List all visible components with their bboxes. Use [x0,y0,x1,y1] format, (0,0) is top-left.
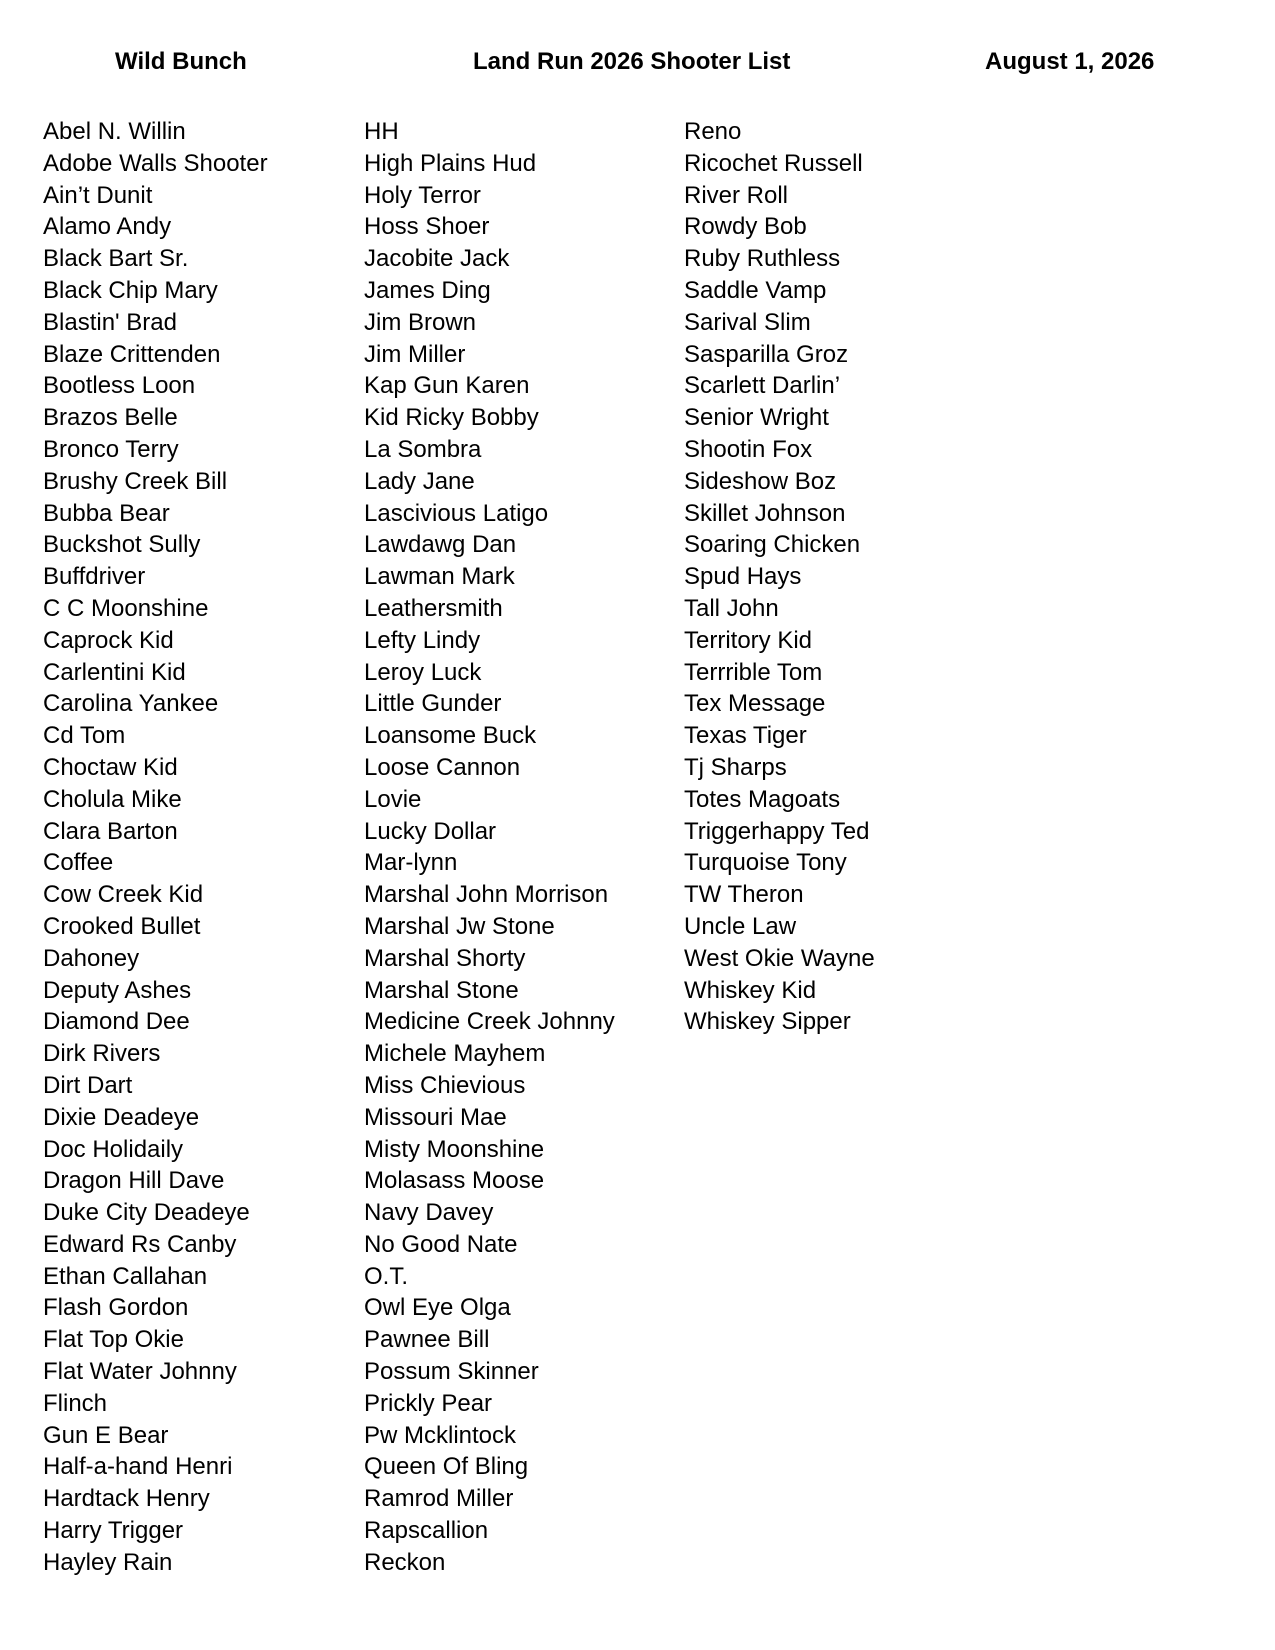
shooter-name: Ethan Callahan [43,1262,208,1290]
shooter-name: Ricochet Russell [684,149,863,177]
shooter-name: Black Bart Sr. [43,245,189,273]
shooter-name: Leathersmith [364,594,503,622]
shooter-name: Half-a-hand Henri [43,1453,233,1481]
shooter-name: Clara Barton [43,817,178,845]
shooter-name: O.T. [364,1262,409,1290]
shooter-name: Lefty Lindy [364,626,481,654]
shooter-name: Lascivious Latigo [364,499,549,527]
shooter-name: Uncle Law [684,912,797,940]
shooter-name: Buckshot Sully [43,531,201,559]
shooter-name: Reckon [364,1548,446,1576]
shooter-name: Black Chip Mary [43,276,218,304]
shooter-name: Shootin Fox [684,435,813,463]
shooter-name: Scarlett Darlin’ [684,372,841,400]
shooter-name: Jacobite Jack [364,245,510,273]
shooter-name: Ain’t Dunit [43,181,153,209]
shooter-name: Deputy Ashes [43,976,192,1004]
shooter-name: Lawdawg Dan [364,531,517,559]
shooter-name: Jim Miller [364,340,466,368]
shooter-name: Jim Brown [364,308,477,336]
shooter-list-column-1 [43,116,268,1579]
shooter-name: Diamond Dee [43,1008,190,1036]
shooter-name: Coffee [43,849,114,877]
shooter-name: Carolina Yankee [43,690,219,718]
shooter-name: Marshal John Morrison [364,881,609,909]
shooter-name: Queen Of Bling [364,1453,529,1481]
shooter-name: Choctaw Kid [43,753,178,781]
shooter-name: Tj Sharps [684,753,787,781]
shooter-name: Texas Tiger [684,722,807,750]
shooter-name: Dragon Hill Dave [43,1167,225,1195]
shooter-name: Spud Hays [684,563,802,591]
shooter-name: Bubba Bear [43,499,170,527]
shooter-name: Navy Davey [364,1199,494,1227]
shooter-name: TW Theron [684,881,804,909]
shooter-name: Reno [684,118,742,145]
shooter-name: Territory Kid [684,626,813,654]
shooter-name: Little Gunder [364,690,502,718]
shooter-name: Flash Gordon [43,1294,189,1322]
shooter-name: Tall John [684,594,779,622]
shooter-name: Saddle Vamp [684,276,827,304]
shooter-name: Brushy Creek Bill [43,467,228,495]
shooter-name: Loose Cannon [364,753,521,781]
shooter-name: Bronco Terry [43,435,179,463]
header-date: August 1, 2026 [985,48,1155,75]
shooter-name: Ramrod Miller [364,1485,514,1513]
shooter-name: Skillet Johnson [684,499,846,527]
shooter-name: Hardtack Henry [43,1485,210,1513]
shooter-name: Blaze Crittenden [43,340,221,368]
shooter-name: Lawman Mark [364,563,515,591]
shooter-name: Cholula Mike [43,785,182,813]
shooter-name: Blastin' Brad [43,308,177,336]
shooter-name: Dahoney [43,944,140,972]
shooter-name: Hoss Shoer [364,213,490,241]
shooter-name: Soaring Chicken [684,531,861,559]
shooter-name: Carlentini Kid [43,658,186,686]
shooter-name: Michele Mayhem [364,1040,546,1068]
shooter-name: Brazos Belle [43,404,178,432]
shooter-name: Flat Top Okie [43,1326,184,1354]
shooter-name: Alamo Andy [43,213,172,241]
shooter-name: Pawnee Bill [364,1326,490,1354]
shooter-name: River Roll [684,181,789,209]
shooter-name: Marshal Shorty [364,944,526,972]
shooter-name: Totes Magoats [684,785,841,813]
shooter-name: Turquoise Tony [684,849,847,877]
shooter-name: Dirk Rivers [43,1040,161,1068]
shooter-name: Sarival Slim [684,308,811,336]
shooter-name: Marshal Jw Stone [364,912,555,940]
shooter-name: Rowdy Bob [684,213,807,241]
shooter-name: Gun E Bear [43,1421,169,1449]
shooter-name: Kap Gun Karen [364,372,530,400]
shooter-name: Flat Water Johnny [43,1358,237,1386]
shooter-name: Lovie [364,785,422,813]
shooter-name: Bootless Loon [43,372,196,400]
shooter-name: Sasparilla Groz [684,340,849,368]
shooter-name: Marshal Stone [364,976,519,1004]
shooter-name: C C Moonshine [43,594,209,622]
shooter-name: Leroy Luck [364,658,482,686]
shooter-name: Tex Message [684,690,826,718]
shooter-name: Edward Rs Canby [43,1230,237,1258]
shooter-name: Molasass Moose [364,1167,545,1195]
shooter-name: Sideshow Boz [684,467,837,495]
shooter-name: Lucky Dollar [364,817,497,845]
shooter-name: Abel N. Willin [43,118,186,145]
shooter-name: La Sombra [364,435,482,463]
shooter-name: HH [364,118,399,145]
shooter-name: Caprock Kid [43,626,174,654]
shooter-name: Crooked Bullet [43,912,201,940]
shooter-name: Dixie Deadeye [43,1103,200,1131]
shooter-name: Holy Terror [364,181,481,209]
shooter-name: James Ding [364,276,491,304]
shooter-name: West Okie Wayne [684,944,875,972]
shooter-name: Loansome Buck [364,722,537,750]
shooter-name: Doc Holidaily [43,1135,184,1163]
shooter-name: Mar-lynn [364,849,458,877]
shooter-name: Cow Creek Kid [43,881,204,909]
shooter-name: Buffdriver [43,563,146,591]
shooter-name: Lady Jane [364,467,475,495]
shooter-name: Missouri Mae [364,1103,507,1131]
shooter-name: Ruby Ruthless [684,245,841,273]
shooter-name: Prickly Pear [364,1389,493,1417]
header-group-label: Wild Bunch [115,48,247,75]
shooter-name: Flinch [43,1389,108,1417]
shooter-list-column-3 [684,116,875,1038]
shooter-name: High Plains Hud [364,149,537,177]
shooter-name: Adobe Walls Shooter [43,149,268,177]
shooter-name: Misty Moonshine [364,1135,545,1163]
shooter-name: No Good Nate [364,1230,518,1258]
shooter-name: Miss Chievious [364,1071,526,1099]
shooter-name: Kid Ricky Bobby [364,404,539,432]
shooter-name: Hayley Rain [43,1548,173,1576]
shooter-list-column-2 [364,116,615,1579]
shooter-name: Dirt Dart [43,1071,133,1099]
shooter-name: Medicine Creek Johnny [364,1008,615,1036]
shooter-name: Senior Wright [684,404,829,432]
shooter-name: Whiskey Kid [684,976,817,1004]
shooter-name: Whiskey Sipper [684,1008,851,1036]
shooter-name: Duke City Deadeye [43,1199,250,1227]
shooter-name: Owl Eye Olga [364,1294,511,1322]
page-title: Land Run 2026 Shooter List [473,48,791,75]
shooter-name: Triggerhappy Ted [684,817,870,845]
shooter-name: Pw Mcklintock [364,1421,517,1449]
shooter-name: Harry Trigger [43,1517,184,1545]
shooter-name: Cd Tom [43,722,126,750]
shooter-name: Possum Skinner [364,1358,539,1386]
shooter-name: Rapscallion [364,1517,489,1545]
shooter-name: Terrrible Tom [684,658,823,686]
